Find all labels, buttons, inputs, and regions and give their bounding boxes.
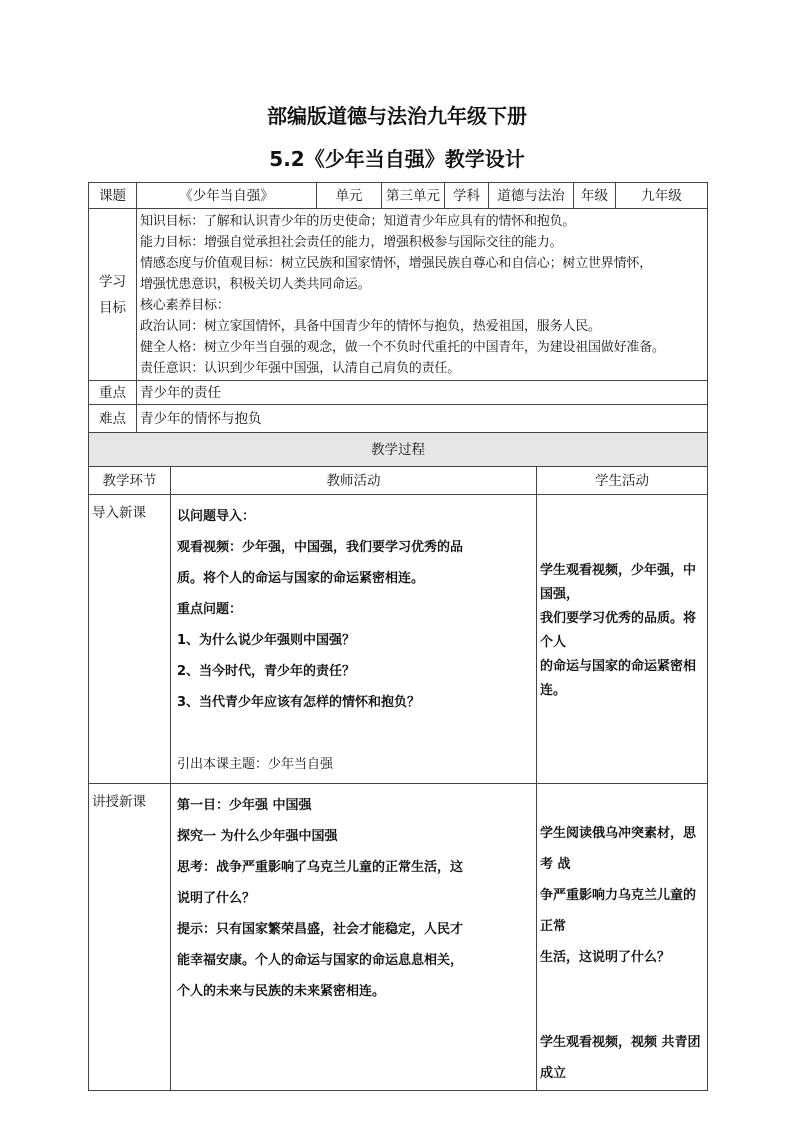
col-teacher-header: 教师活动 bbox=[171, 467, 537, 495]
unit-label: 单元 bbox=[317, 183, 382, 209]
teacher-line: 2、当今时代，青少年的责任？ bbox=[177, 664, 356, 679]
process-header-row bbox=[89, 433, 708, 467]
key-point-label: 重点 bbox=[89, 381, 137, 405]
difficulty-label: 难点 bbox=[89, 405, 137, 433]
teacher-line: 思考：战争严重影响了乌克兰儿童的正常生活，这 bbox=[177, 860, 464, 875]
goal-line: 情感态度与价值观目标：树立民族和国家情怀，增强民族自尊心和自信心；树立世界情怀， bbox=[140, 255, 653, 271]
teacher-line: 以问题导入： bbox=[177, 509, 256, 524]
student-line: 学生观看视频，视频 共青团成立 bbox=[540, 1035, 701, 1081]
col-student-header: 学生活动 bbox=[537, 467, 708, 495]
document-title: 部编版道德与法治九年级下册 bbox=[267, 104, 527, 128]
teacher-line: 探究一 为什么少年强中国强 bbox=[177, 829, 338, 844]
subject-value: 道德与法治 bbox=[489, 183, 574, 209]
stage-row-teaching bbox=[89, 784, 708, 1091]
goal-line: 责任意识：认识到少年强中国强，认清自己肩负的责任。 bbox=[140, 360, 461, 376]
teacher-line: 质。将个人的命运与国家的命运紧密相连。 bbox=[177, 571, 425, 586]
info-row bbox=[89, 183, 708, 209]
teacher-line: 3、当代青少年应该有怎样的情怀和抱负？ bbox=[177, 695, 421, 710]
lesson-plan-table bbox=[88, 182, 708, 1091]
goal-line: 增强忧患意识，积极关切人类共同命运。 bbox=[140, 276, 371, 292]
topic-value: 《少年当自强》 bbox=[137, 183, 317, 209]
grade-label: 年级 bbox=[574, 183, 616, 209]
student-line: 的命运与国家的命运紧密相连。 bbox=[540, 659, 697, 698]
goal-line: 知识目标：了解和认识青少年的历史使命；知道青少年应具有的情怀和抱负。 bbox=[140, 213, 576, 229]
stage-row-intro bbox=[89, 495, 708, 784]
subject-label: 学科 bbox=[445, 183, 489, 209]
difficulty-row bbox=[89, 405, 708, 433]
difficulty-value: 青少年的情怀与抱负 bbox=[137, 405, 708, 433]
goals-label bbox=[89, 209, 137, 381]
student-activity bbox=[537, 495, 708, 784]
grade-value: 九年级 bbox=[616, 183, 708, 209]
goal-line: 政治认同：树立家国情怀，具备中国青少年的情怀与抱负，热爱祖国，服务人民。 bbox=[140, 318, 601, 334]
teacher-activity bbox=[171, 784, 537, 1091]
student-activity bbox=[537, 784, 708, 1091]
teacher-line: 能幸福安康。个人的命运与国家的命运息息相关， bbox=[177, 953, 464, 968]
goal-line: 健全人格：树立少年当自强的观念，做一个不负时代重托的中国青年，为建设祖国做好准备。 bbox=[140, 339, 665, 355]
process-columns-row bbox=[89, 467, 708, 495]
key-point-value: 青少年的责任 bbox=[137, 381, 708, 405]
goals-label-line-2: 目标 bbox=[99, 299, 126, 316]
teacher-line bbox=[177, 718, 530, 749]
teacher-line: 提示：只有国家繁荣昌盛，社会才能稳定，人民才 bbox=[177, 922, 464, 937]
key-point-row bbox=[89, 381, 708, 405]
stage-label: 导入新课 bbox=[89, 495, 171, 784]
student-line: 争严重影响力乌克兰儿童的正常 bbox=[540, 888, 697, 934]
stage-label: 讲授新课 bbox=[89, 784, 171, 1091]
goals-row bbox=[89, 209, 708, 381]
goal-line: 能力目标：增强自觉承担社会责任的能力，增强积极参与国际交往的能力。 bbox=[140, 234, 563, 250]
student-line: 我们要学习优秀的品质。将个人 bbox=[540, 611, 697, 650]
goal-line: 核心素养目标： bbox=[140, 297, 230, 313]
process-header: 教学过程 bbox=[89, 433, 708, 467]
teacher-activity bbox=[171, 495, 537, 784]
goals-label-line-1: 学习 bbox=[99, 273, 126, 290]
topic-label: 课题 bbox=[89, 183, 137, 209]
unit-value: 第三单元 bbox=[382, 183, 445, 209]
teacher-line: 1、为什么说少年强则中国强？ bbox=[177, 633, 356, 648]
student-line: 学生阅读俄乌冲突素材，思考 战 bbox=[540, 826, 697, 872]
teacher-line: 重点问题： bbox=[177, 602, 243, 617]
teacher-line: 说明了什么？ bbox=[177, 891, 256, 906]
teacher-line: 第一目：少年强 中国强 bbox=[177, 798, 312, 813]
teacher-line: 个人的未来与民族的未来紧密相连。 bbox=[177, 984, 386, 999]
col-stage-header: 教学环节 bbox=[89, 467, 171, 495]
teacher-line: 观看视频：少年强，中国强，我们要学习优秀的品 bbox=[177, 540, 464, 555]
student-line: 学生观看视频，少年强，中国强， bbox=[540, 563, 697, 602]
student-line: 生活，这说明了什么？ bbox=[540, 950, 671, 965]
document-subtitle: 5.2《少年当自强》教学设计 bbox=[269, 147, 525, 171]
goals-content bbox=[137, 209, 708, 381]
teacher-line: 引出本课主题：少年当自强 bbox=[177, 757, 334, 772]
